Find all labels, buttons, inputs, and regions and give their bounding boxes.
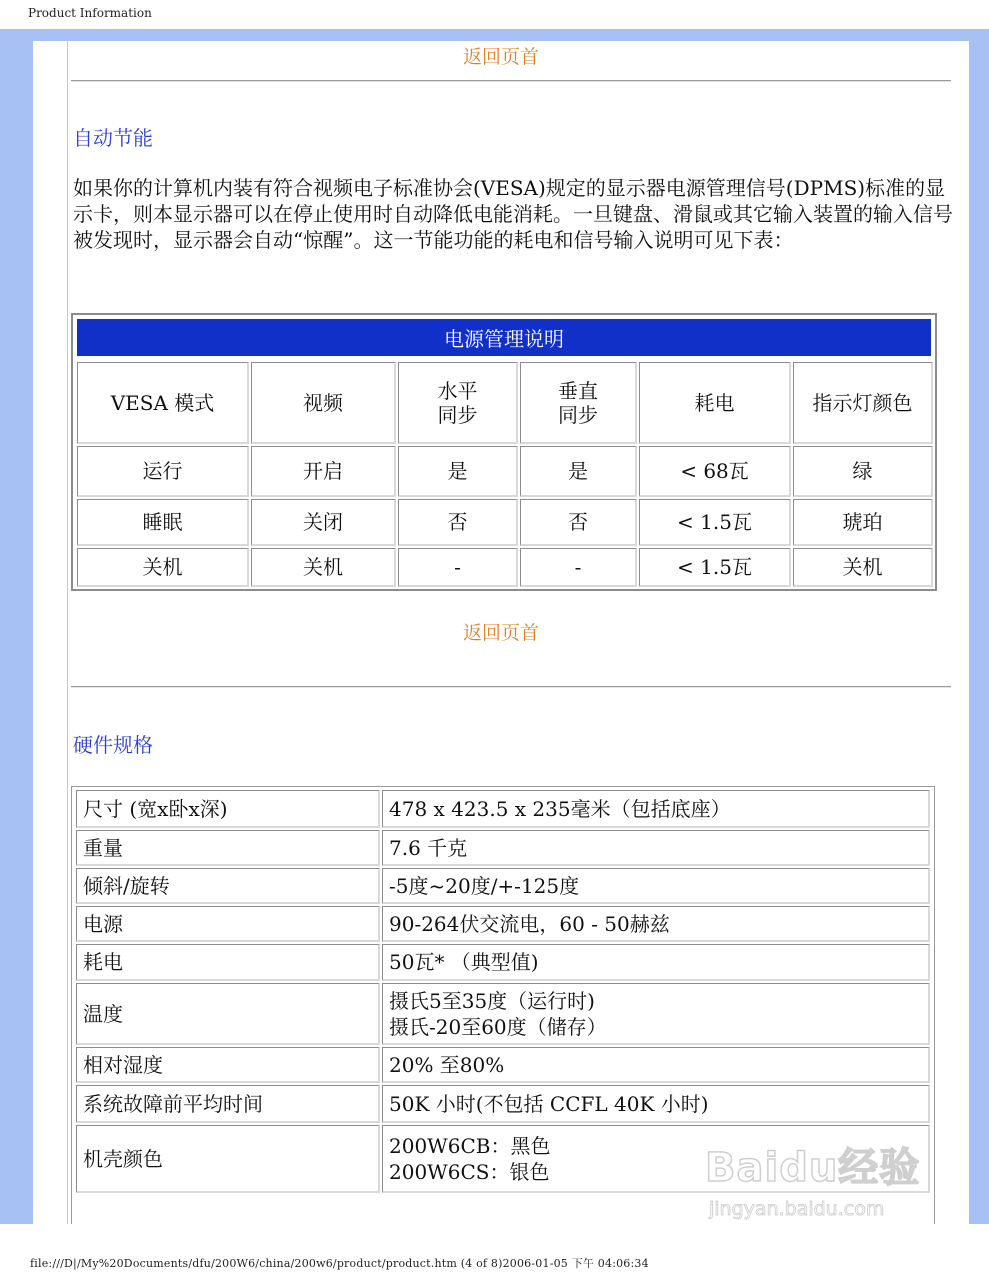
power-table-cell: 否 <box>520 499 637 546</box>
spec-label-cell: 倾斜/旋转 <box>76 868 380 904</box>
print-footer: file:///D|/My%20Documents/dfu/200W6/china/200w6/product/product.htm (4 of 8)2006-01-05 下午 04:06:34 <box>30 1257 649 1270</box>
power-table-cell: 是 <box>398 446 518 497</box>
power-table-cell: 绿 <box>793 446 933 497</box>
divider <box>71 686 951 688</box>
power-table-cell: 运行 <box>77 446 249 497</box>
spec-value-cell: 90-264伏交流电，60 - 50赫兹 <box>382 906 930 942</box>
auto-power-paragraph: 如果你的计算机内装有符合视频电子标准协会(VESA)规定的显示器电源管理信号(DPMS)标准的显示卡，则本显示器可以在停止使用时自动降低电能消耗。一旦键盘、滑鼠或其它输入装置的输入信号被发现时，显示器会自动“惊醒”。这一节能功能的耗电和信号输入说明可见下表： <box>73 176 953 252</box>
hardware-spec-table <box>71 786 935 1224</box>
power-table-cell: 关机 <box>77 548 249 587</box>
spec-label-cell: 电源 <box>76 906 380 942</box>
power-table-header-cell: VESA 模式 <box>77 362 249 444</box>
spec-value-cell: 50K 小时(不包括 CCFL 40K 小时) <box>382 1085 930 1123</box>
watermark-logo-text: Baidu经验 <box>705 1145 921 1191</box>
spec-label-cell: 重量 <box>76 830 380 866</box>
spec-label-cell: 温度 <box>76 983 380 1045</box>
power-table-cell: 关机 <box>793 548 933 587</box>
power-table-cell: - <box>520 548 637 587</box>
divider <box>71 80 951 82</box>
power-table-cell: 是 <box>520 446 637 497</box>
section-title-hardware: 硬件规格 <box>73 733 153 757</box>
spec-value-cell: -5度~20度/+-125度 <box>382 868 930 904</box>
document-sheet <box>33 41 969 1224</box>
spec-label-cell: 机壳颜色 <box>76 1125 380 1193</box>
watermark-url: jingyan.baidu.com <box>709 1198 885 1220</box>
power-table-header-cell: 视频 <box>251 362 396 444</box>
spec-value-cell: 7.6 千克 <box>382 830 930 866</box>
spec-value-cell: 478 x 423.5 x 235毫米（包括底座） <box>382 790 930 828</box>
spec-value-cell: 50瓦* （典型值) <box>382 944 930 981</box>
spec-value-cell: 20% 至80% <box>382 1047 930 1083</box>
power-table-cell: 琥珀 <box>793 499 933 546</box>
spec-value-cell: 200W6CB：黑色 200W6CS：银色 <box>382 1125 930 1193</box>
power-table-cell: < 1.5瓦 <box>639 548 791 587</box>
spec-label-cell: 尺寸 (宽x卧x深) <box>76 790 380 828</box>
power-table-header-cell: 垂直 同步 <box>520 362 637 444</box>
power-table-header-cell: 耗电 <box>639 362 791 444</box>
spec-label-cell: 系统故障前平均时间 <box>76 1085 380 1123</box>
power-management-table <box>71 313 937 591</box>
power-table-cell: 关机 <box>251 548 396 587</box>
back-to-top-link[interactable]: 返回页首 <box>462 46 539 68</box>
power-table-cell: < 68瓦 <box>639 446 791 497</box>
power-table-cell: 关闭 <box>251 499 396 546</box>
power-table-header-cell: 水平 同步 <box>398 362 518 444</box>
power-table-cell: - <box>398 548 518 587</box>
power-table-title: 电源管理说明 <box>77 319 931 356</box>
power-table-cell: < 1.5瓦 <box>639 499 791 546</box>
spec-label-cell: 相对湿度 <box>76 1047 380 1083</box>
print-header: Product Information <box>28 6 152 20</box>
spec-value-cell: 摄氏5至35度（运行时) 摄氏-20至60度（储存） <box>382 983 930 1045</box>
power-table-cell: 开启 <box>251 446 396 497</box>
spec-label-cell: 耗电 <box>76 944 380 981</box>
back-to-top-link[interactable]: 返回页首 <box>462 622 539 644</box>
power-table-header-cell: 指示灯颜色 <box>793 362 933 444</box>
power-table-cell: 睡眠 <box>77 499 249 546</box>
section-title-auto-power: 自动节能 <box>73 126 153 150</box>
power-table-cell: 否 <box>398 499 518 546</box>
